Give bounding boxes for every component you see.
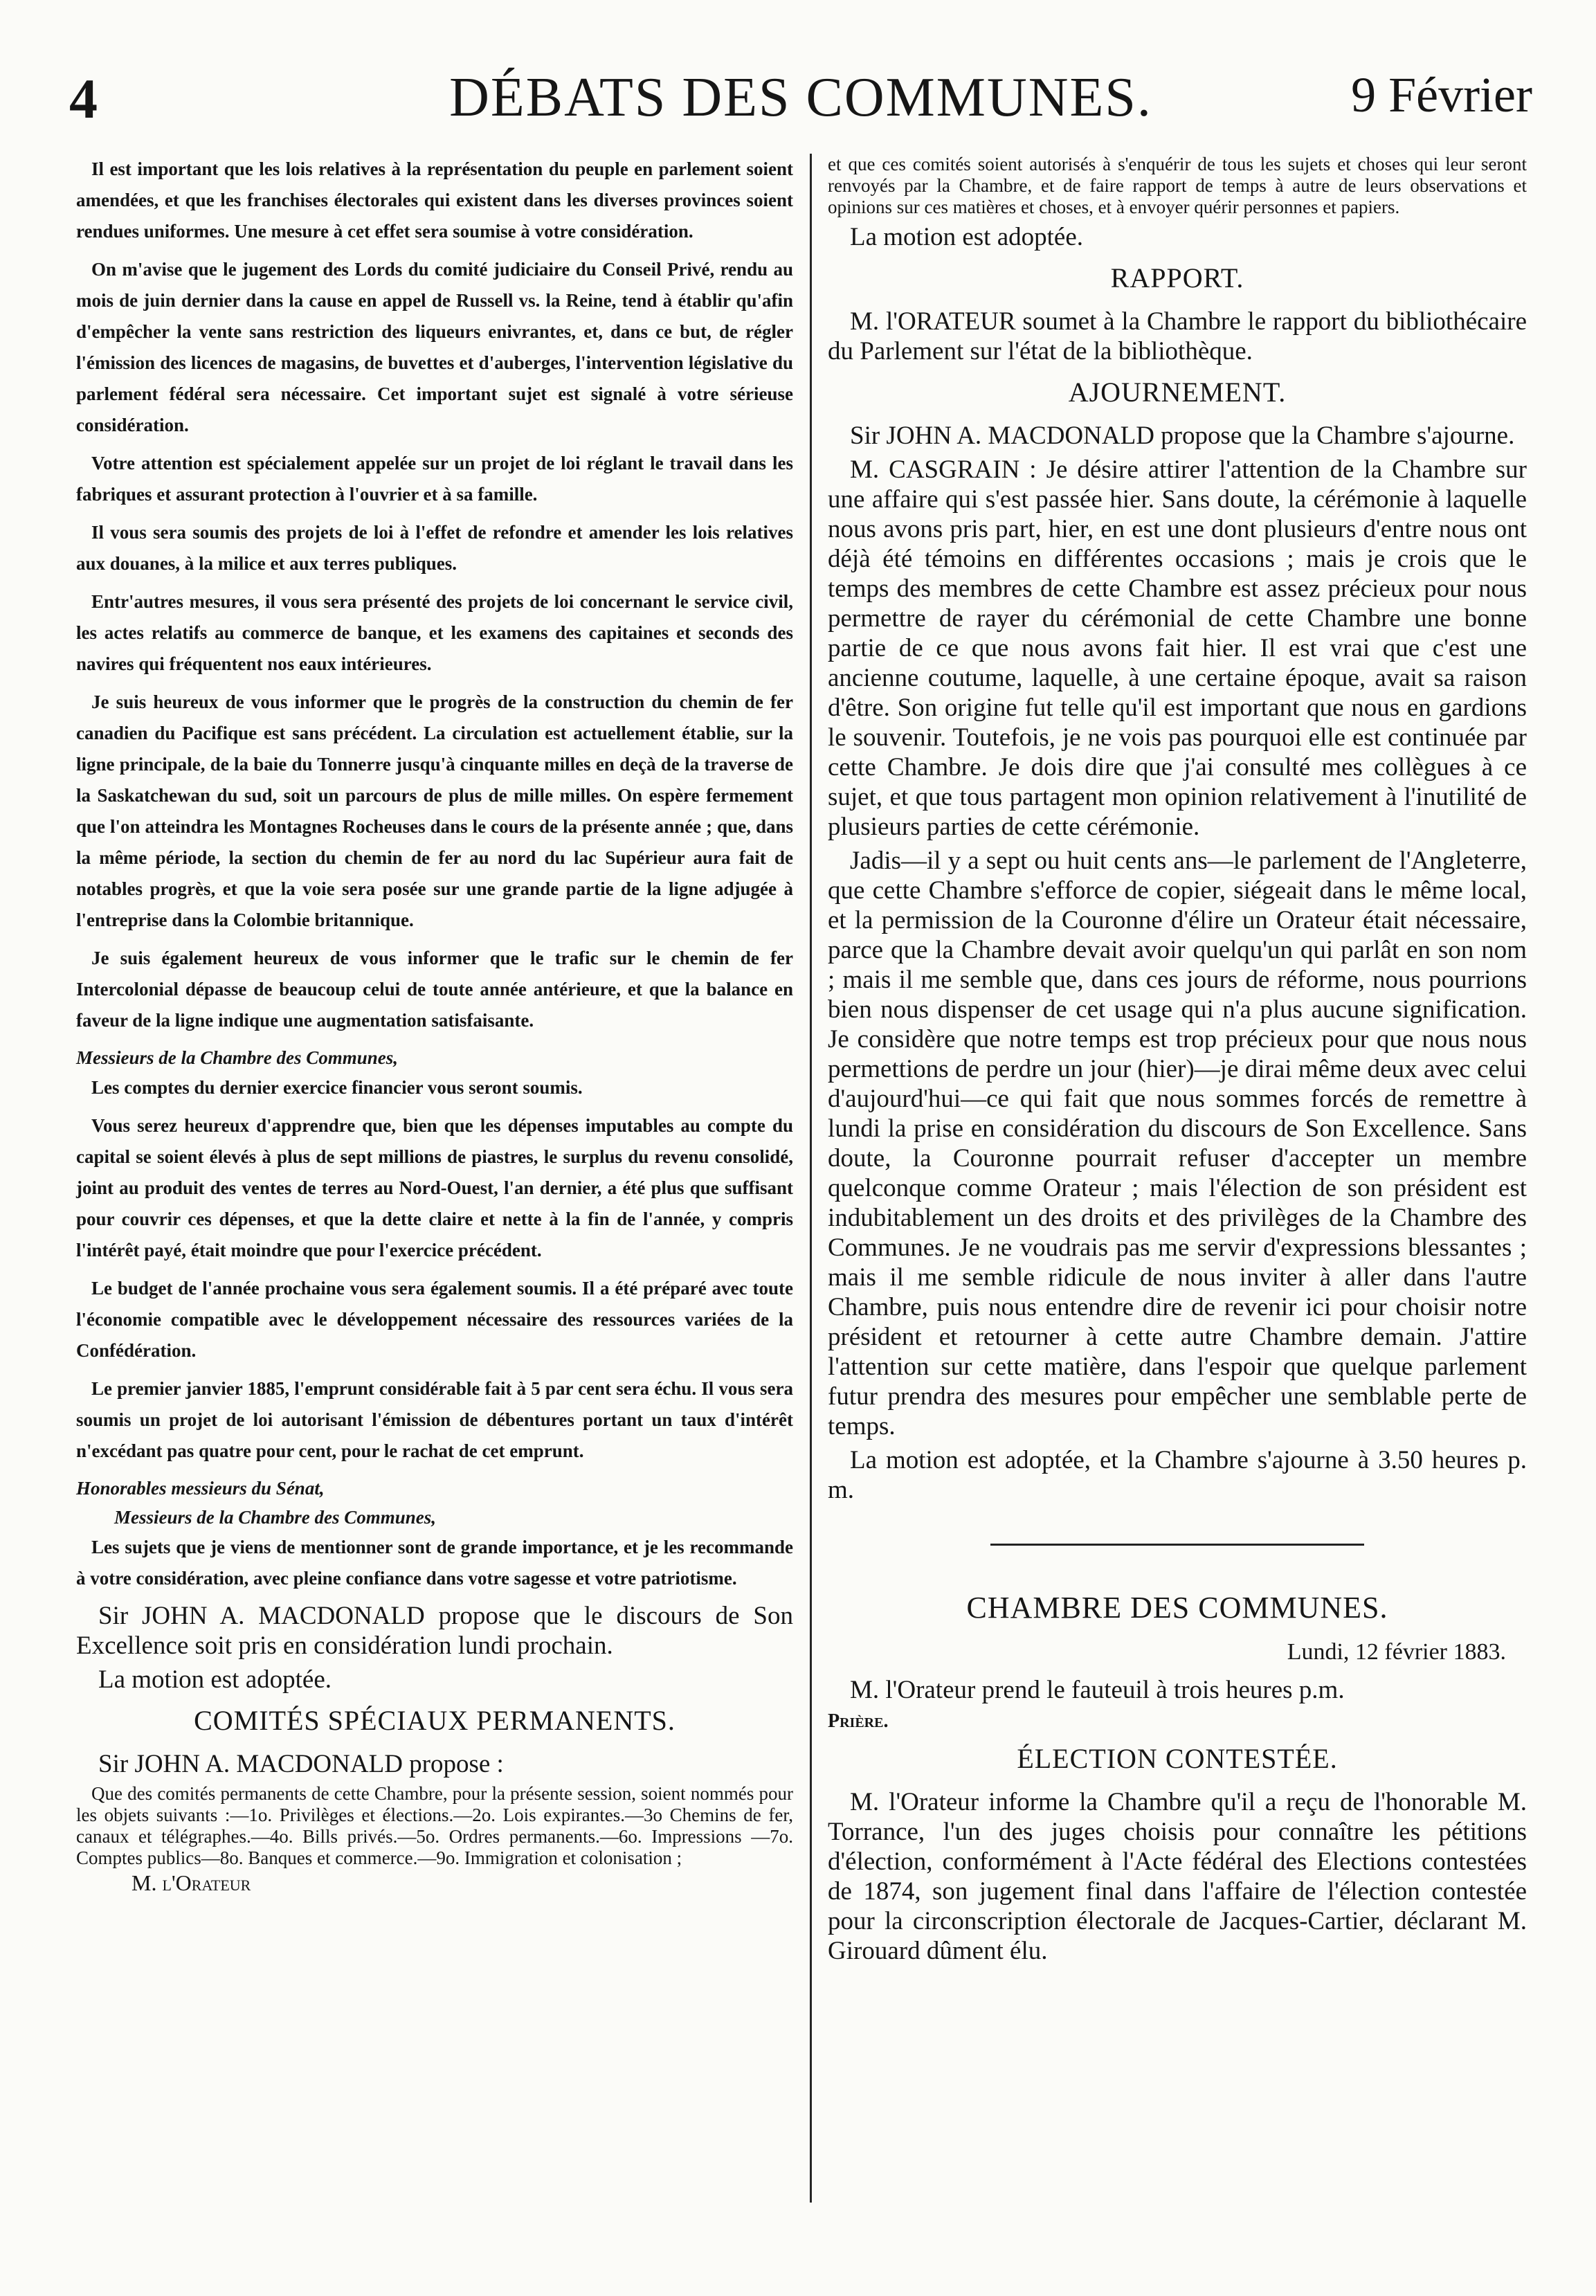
paragraph: M. l'Orateur prend le fauteuil à trois heures p.m.	[850, 1676, 1345, 1704]
paragraph: et que ces comités soient autorisés à s'enquérir de tous les sujets et choses qui leur seront renvoyés par la Chambre, et de faire rapport de temps à autre de leurs observations et opinions sur ces matières et choses, et à envoyer quérir personnes et papiers.	[828, 154, 1527, 217]
paragraph: Sir JOHN A. MACDONALD propose que le discours de Son Excellence soit pris en considération lundi prochain.	[76, 1602, 793, 1660]
paragraph: Vous serez heureux d'apprendre que, bien que les dépenses imputables au compte du capital se soient élevés à plus de sept millions de piastres, le surplus du revenu consolidé, joint au produit des ventes de terres au Nord-Ouest, l'an dernier, a été plus que suffisant pour couvrir ces dépenses, et que la dette claire et nette à la fin de l'année, y compris l'intérêt payé, était moindre que pour l'exercice précédent.	[76, 1115, 793, 1260]
paragraph: Les comptes du dernier exercice financier vous seront soumis.	[91, 1077, 583, 1098]
paragraph: La motion est adoptée.	[98, 1665, 332, 1694]
prayer-label: Prière.	[828, 1710, 889, 1732]
page-date: 9 Février	[1351, 67, 1532, 123]
right-column	[828, 154, 1527, 1970]
section-heading: ÉLECTION CONTESTÉE.	[1017, 1743, 1338, 1774]
page-number: 4	[69, 67, 98, 130]
paragraph: M. l'ORATEUR soumet à la Chambre le rapport du bibliothécaire du Parlement sur l'état de la bibliothèque.	[828, 307, 1527, 365]
paragraph: Les sujets que je viens de mentionner sont de grande importance, et je les recommande à votre considération, avec pleine confiance dans votre sagesse et votre patriotisme.	[76, 1537, 793, 1589]
paragraph: Je suis également heureux de vous informer que le trafic sur le chemin de fer Intercolonial dépasse de beaucoup celui de toute année antérieure, et que la balance en faveur de la ligne indique une augmentation satisfaisante.	[76, 948, 793, 1031]
paragraph: Jadis—il y a sept ou huit cents ans—le parlement de l'Angleterre, que cette Chambre s'efforce de copier, siégeait dans le même local, et la permission de la Couronne d'élire un Orateur était nécessaire, parce que la Chambre devait avoir quelqu'un qui parlât en son nom ; mais il me semble que, dans ces jours de réforme, nous pourrions bien nous dispenser de cet usage qui n'a plus aucune signification. Je considère que notre temps est trop précieux pour que nous nous permettions de perdre un jour (hier)—je dirai même deux avec celui d'aujourd'hui—ce qui fait que nous sommes forcés de remettre à lundi la prise en considération du discours de Son Excellence. Sans doute, la Couronne pourrait refuser d'accepter un membre quelconque comme Orateur ; mais l'élection de son président est indubitablement un des droits et des privilèges de la Chambre des Communes. Je ne voudrais pas me servir d'expressions blessantes ; mais il me semble ridicule de nous inviter à aller dans l'autre Chambre, puis nous entendre dire de revenir ici pour choisir notre président et retourner à cette autre Chambre demain. J'attire l'attention sur cette matière, dans l'espoir que quelque parlement futur prendra des mesures pour empêcher une semblable perte de temps.	[828, 847, 1527, 1440]
paragraph: Sir JOHN A. MACDONALD propose :	[98, 1750, 504, 1778]
paragraph: La motion est adoptée, et la Chambre s'ajourne à 3.50 heures p. m.	[828, 1446, 1527, 1504]
signature: M. l'Orateur	[132, 1870, 251, 1895]
paragraph: Il est important que les lois relatives à la représentation du peuple en parlement soient amendées, et que les franchises électorales qui existent dans les diverses provinces soient rendues uniformes. Une mesure à cet effet sera soumise à votre considération.	[76, 159, 793, 242]
session-date: Lundi, 12 février 1883.	[1287, 1639, 1506, 1665]
paragraph: Que des comités permanents de cette Chambre, pour la présente session, soient nommés pour les objets suivants :—1o. Privilèges et élections.—2o. Lois expirantes.—3o Chemins de fer, canaux et télégraphes.—4o. Bills privés.—5o. Ordres permanents.—6o. Impressions —7o. Comptes publics—8o. Banques et commerce.—9o. Immigration et colonisation ;	[76, 1783, 793, 1868]
paragraph: La motion est adoptée.	[850, 223, 1084, 251]
paragraph: Sir JOHN A. MACDONALD propose que la Chambre s'ajourne.	[850, 422, 1515, 450]
publication-title: DÉBATS DES COMMUNES.	[449, 67, 1152, 128]
paragraph: M. CASGRAIN : Je désire attirer l'attention de la Chambre sur une affaire qui s'est passée hier. Sans doute, la cérémonie à laquelle nous avons pris part, hier, en est une dont plusieurs d'entre nous ont déjà été témoins en différentes occasions ; mais je crois que le temps des membres de cette Chambre est assez précieux pour nous permettre de rayer du cérémonial de cette Chambre une bonne partie de ce que nous avons fait hier. Il est vrai que c'est une ancienne coutume, laquelle, à une certaine époque, avait sa raison d'être. Son origine fut telle qu'il est important que nous en gardions le souvenir. Toutefois, je ne vois pas pourquoi elle est continuée par cette Chambre. Je dois dire que j'ai consulté mes collègues à ce sujet, et que tous partagent mon opinion relativement à l'inutilité de plusieurs parties de cette cérémonie.	[828, 455, 1527, 841]
section-heading: COMITÉS SPÉCIAUX PERMANENTS.	[194, 1705, 675, 1736]
section-rule	[990, 1544, 1364, 1546]
paragraph: Entr'autres mesures, il vous sera présenté des projets de loi concernant le service civil, les actes relatifs au commerce de banque, et les examens des capitaines et seconds des navires qui fréquentent nos eaux intérieures.	[76, 591, 793, 674]
section-heading: AJOURNEMENT.	[1068, 377, 1287, 408]
paragraph: On m'avise que le jugement des Lords du comité judiciaire du Conseil Privé, rendu au mois de juin dernier dans la cause en appel de Russell vs. la Reine, tend à établir qu'afin d'empêcher la vente sans restriction des liqueurs enivrantes, et, dans ce but, de régler l'émission des licences de magasins, de buvettes et d'auberges, l'intervention législative du parlement fédéral sera nécessaire. Cet important sujet est signalé à votre sérieuse considération.	[76, 259, 793, 435]
paragraph: Je suis heureux de vous informer que le progrès de la construction du chemin de fer canadien du Pacifique est sans précédent. La circulation est actuellement établie, sur la ligne principale, de la baie du Tonnerre jusqu'à cinquante milles en deçà de la traverse de la Saskatchewan du sud, soit un parcours de plus de mille milles. On espère fermement que l'on atteindra les Montagnes Rocheuses dans le cours de la présente année ; que, dans la même période, la section du chemin de fer au nord du lac Supérieur aura fait de notables progrès, et que la voie sera posée sur une grande partie de la ligne adjugée à l'entreprise dans la Colombie britannique.	[76, 691, 793, 930]
column-divider	[810, 154, 812, 2203]
paragraph: Le budget de l'année prochaine vous sera également soumis. Il a été préparé avec toute l'économie compatible avec le développement nécessaire des ressources variées de la Confédération.	[76, 1278, 793, 1361]
section-heading: RAPPORT.	[1110, 262, 1244, 293]
address-heading: Messieurs de la Chambre des Communes,	[114, 1507, 437, 1528]
paragraph: Le premier janvier 1885, l'emprunt considérable fait à 5 par cent sera échu. Il vous sera soumis un projet de loi autorisant l'émission de débentures portant un taux d'intérêt n'excédant pas quatre pour cent, pour le rachat de cet emprunt.	[76, 1378, 793, 1461]
address-heading: Honorables messieurs du Sénat,	[76, 1478, 325, 1499]
paragraph: M. l'Orateur informe la Chambre qu'il a reçu de l'honorable M. Torrance, l'un des juges choisis pour connaître les pétitions d'élection, conformément à l'Acte fédéral des Elections contestées de 1874, son jugement final dans l'affaire de l'élection contestée pour la circonscription électorale de Jacques-Cartier, déclarant M. Girouard dûment élu.	[828, 1788, 1527, 1965]
section-heading: CHAMBRE DES COMMUNES.	[966, 1591, 1388, 1625]
page-header	[69, 66, 1532, 143]
left-column	[76, 154, 793, 1896]
paragraph: Il vous sera soumis des projets de loi à l'effet de refondre et amender les lois relatives aux douanes, à la milice et aux terres publiques.	[76, 522, 793, 574]
paragraph: Votre attention est spécialement appelée sur un projet de loi réglant le travail dans les fabriques et assurant protection à l'ouvrier et à sa famille.	[76, 453, 793, 505]
address-heading: Messieurs de la Chambre des Communes,	[76, 1047, 399, 1068]
